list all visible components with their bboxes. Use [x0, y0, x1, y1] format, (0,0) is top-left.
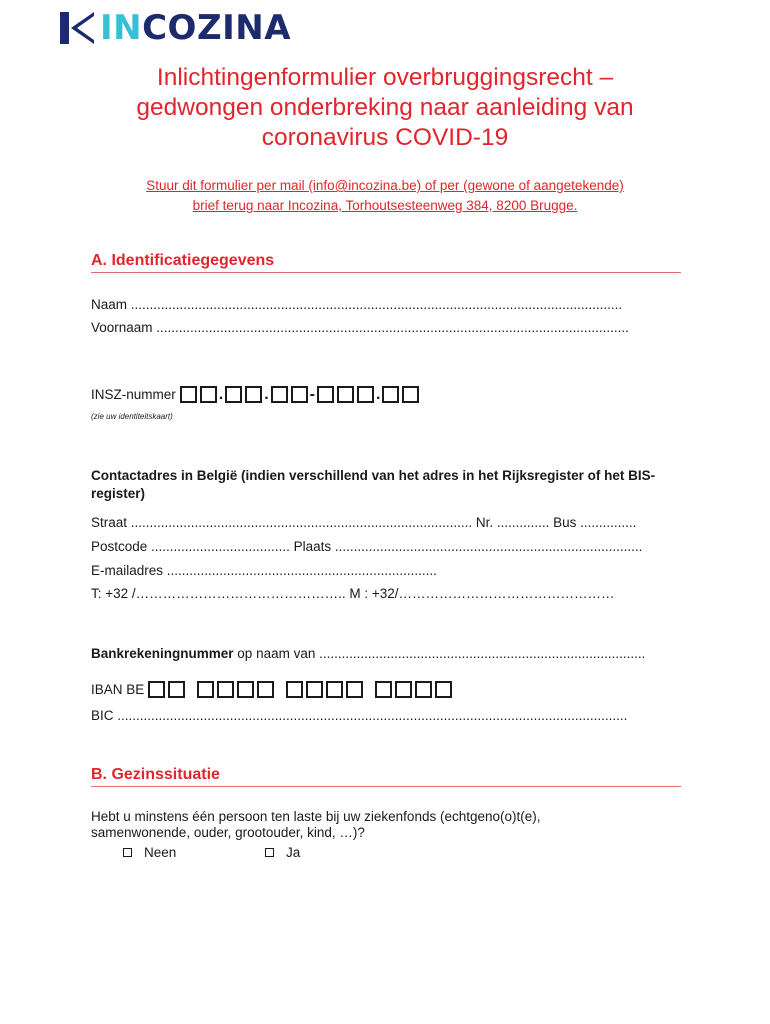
digit-box[interactable]: [337, 386, 354, 403]
bic-field[interactable]: BIC ........................................................................................................................................: [91, 708, 628, 723]
mail-instruction-line: brief terug naar Incozina, Torhoutsesteenweg 384, 8200 Brugge.: [192, 198, 578, 213]
iban-label: IBAN BE: [91, 682, 145, 697]
digit-box[interactable]: [357, 386, 374, 403]
digit-box[interactable]: [402, 386, 419, 403]
digit-box[interactable]: [375, 681, 392, 698]
logo-mark-icon: [60, 12, 94, 44]
digit-box[interactable]: [257, 681, 274, 698]
digit-box[interactable]: [291, 386, 308, 403]
digit-box[interactable]: [245, 386, 262, 403]
digit-box[interactable]: [271, 386, 288, 403]
incozina-logo: [60, 8, 292, 48]
digit-box[interactable]: [225, 386, 242, 403]
section-b-heading: B. Gezinssituatie: [91, 765, 681, 787]
phone-field[interactable]: T: +32 /……………………………………….. M : +32/…………………………………………: [91, 586, 615, 601]
digit-box[interactable]: [168, 681, 185, 698]
checkbox-neen[interactable]: [123, 848, 132, 857]
bank-account-field[interactable]: [91, 645, 677, 663]
option-ja[interactable]: [265, 845, 300, 860]
insz-note: (zie uw identiteitskaart): [91, 412, 173, 421]
option-neen[interactable]: [123, 845, 176, 860]
form-title-line: Inlichtingenformulier overbruggingsrecht –: [156, 64, 614, 91]
insz-separator: -: [309, 386, 315, 403]
digit-box[interactable]: [317, 386, 334, 403]
form-title-line: coronavirus COVID-19: [261, 124, 509, 151]
digit-box[interactable]: [415, 681, 432, 698]
form-title: [60, 63, 710, 153]
digit-box[interactable]: [200, 386, 217, 403]
dependents-question: Hebt u minstens één persoon ten laste bij uw ziekenfonds (echtgeno(o)t(e),: [91, 809, 541, 824]
mail-instruction-line: Stuur dit formulier per mail (info@incozina.be) of per (gewone of aangetekende): [146, 178, 624, 193]
digit-box[interactable]: [382, 386, 399, 403]
logo-wordmark: INCOZINA: [100, 8, 292, 48]
digit-box[interactable]: [148, 681, 165, 698]
digit-box[interactable]: [217, 681, 234, 698]
straat-field[interactable]: Straat ........................................................................................... Nr. .............. Bus ...............: [91, 515, 637, 530]
form-title-line: gedwongen onderbreking naar aanleiding van: [136, 94, 634, 121]
insz-boxes[interactable]: [180, 386, 423, 403]
digit-box[interactable]: [197, 681, 214, 698]
digit-box[interactable]: [180, 386, 197, 403]
dependents-question-cont: samenwonende, ouder, grootouder, kind, …)?: [91, 825, 365, 840]
digit-box[interactable]: [435, 681, 452, 698]
insz-label: INSZ-nummer: [91, 387, 176, 402]
insz-number-field[interactable]: [91, 386, 422, 403]
bank-label: Bankrekeningnummer: [91, 646, 234, 661]
digit-box[interactable]: [346, 681, 363, 698]
contact-heading: Contactadres in België (indien verschillend van het adres in het Rijksregister of het BIS-: [91, 468, 656, 483]
digit-box[interactable]: [326, 681, 343, 698]
digit-box[interactable]: [395, 681, 412, 698]
email-field[interactable]: E-mailadres ........................................................................: [91, 563, 437, 578]
option-neen-label: Neen: [144, 845, 177, 860]
digit-box[interactable]: [237, 681, 254, 698]
digit-box[interactable]: [286, 681, 303, 698]
bank-holder-line: op naam van .......................................................................................: [233, 646, 646, 661]
checkbox-ja[interactable]: [265, 848, 274, 857]
insz-separator: .: [376, 386, 381, 403]
option-ja-label: Ja: [286, 845, 301, 860]
iban-field[interactable]: [91, 681, 455, 698]
naam-field[interactable]: Naam ...................................................................................................................................: [91, 297, 623, 312]
contact-heading-cont: register): [91, 486, 146, 501]
iban-boxes[interactable]: [148, 681, 455, 698]
insz-separator: .: [264, 386, 269, 403]
digit-box[interactable]: [306, 681, 323, 698]
postcode-plaats-field[interactable]: Postcode ..................................... Plaats ..................................................................................: [91, 539, 643, 554]
insz-separator: .: [218, 386, 224, 403]
voornaam-field[interactable]: Voornaam ..............................................................................................................................: [91, 320, 629, 335]
section-a-heading: A. Identificatiegegevens: [91, 251, 681, 273]
mail-instruction: [60, 176, 710, 216]
